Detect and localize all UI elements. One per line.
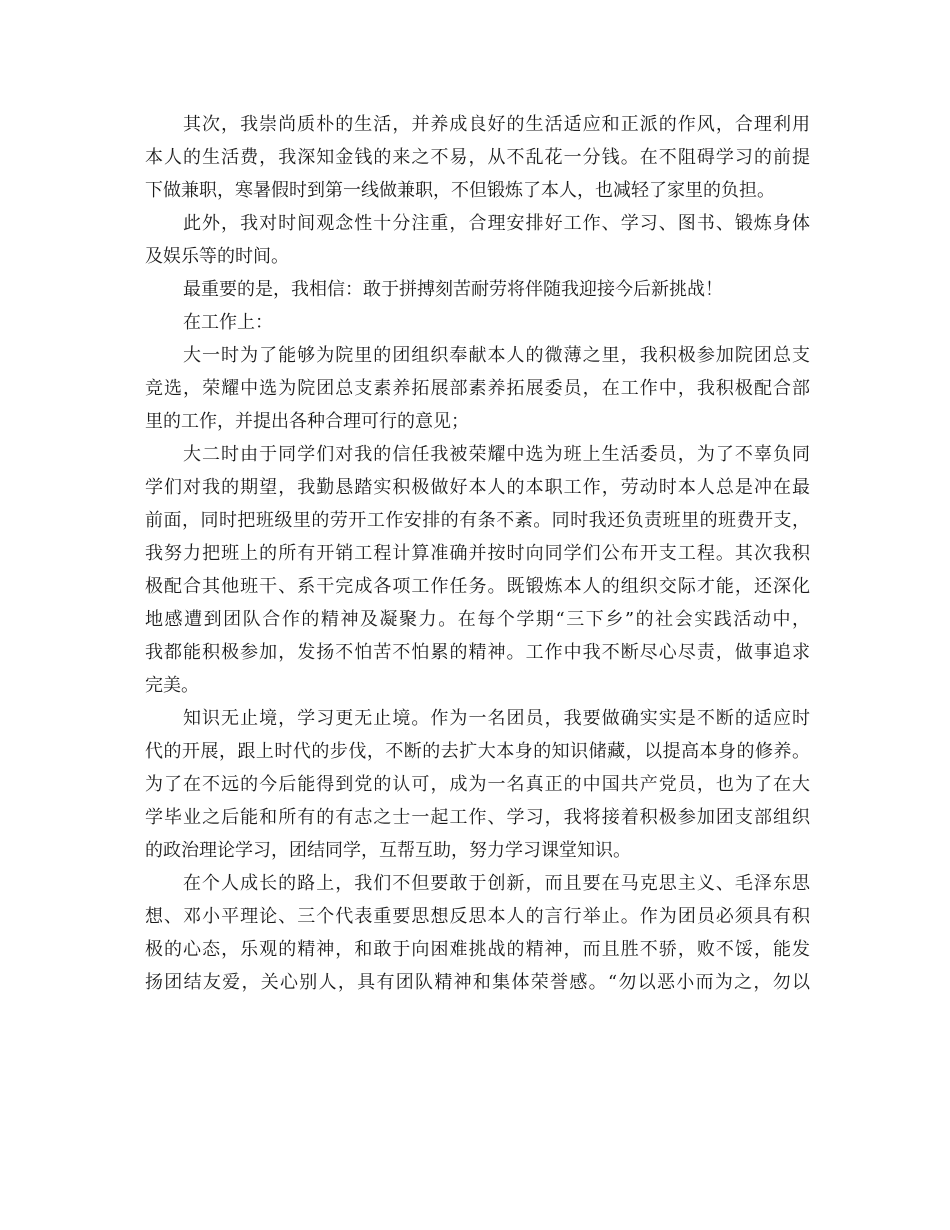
- text-line: 想、邓小平理论、三个代表重要思想反思本人的言行举止。作为团员必须具有积: [145, 906, 810, 927]
- text-line: 完美。: [145, 675, 199, 696]
- text-line: 知识无止境，学习更无止境。作为一名团员，我要做确实实是不断的适应时: [183, 708, 810, 729]
- text-line: 代的开展，跟上时代的步伐，不断的去扩大本身的知识储藏，以提高本身的修养。: [145, 741, 810, 762]
- text-line: 下做兼职，寒暑假时到第一线做兼职，不但锻炼了本人，也减轻了家里的负担。: [145, 180, 775, 201]
- text-line: 里的工作，并提出各种合理可行的意见；: [145, 411, 469, 432]
- text-line: 在个人成长的路上，我们不但要敢于创新，而且要在马克思主义、毛泽东思: [183, 873, 810, 894]
- text-line: 的政治理论学习，团结同学，互帮互助，努力学习课堂知识。: [145, 840, 631, 861]
- text-line: 扬团结友爱，关心别人，具有团队精神和集体荣誉感。“勿以恶小而为之，勿以: [145, 972, 810, 993]
- document-body: [145, 108, 810, 999]
- text-line: 学毕业之后能和所有的有志之士一起工作、学习，我将接着积极参加团支部组织: [145, 807, 810, 828]
- text-line: 竞选，荣耀中选为院团总支素养拓展部素养拓展委员，在工作中，我积极配合部: [145, 378, 810, 399]
- text-line: 极配合其他班干、系干完成各项工作任务。既锻炼本人的组织交际才能，还深化: [145, 576, 810, 597]
- text-line: 其次，我崇尚质朴的生活，并养成良好的生活适应和正派的作风，合理利用: [183, 114, 810, 135]
- text-line: 此外，我对时间观念性十分注重，合理安排好工作、学习、图书、锻炼身体: [183, 213, 810, 234]
- text-line: 我努力把班上的所有开销工程计算准确并按时向同学们公布开支工程。其次我积: [145, 543, 810, 564]
- text-line: 在工作上：: [183, 312, 273, 333]
- text-line: 为了在不远的今后能得到党的认可，成为一名真正的中国共产党员，也为了在大: [145, 774, 810, 795]
- text-line: 前面，同时把班级里的劳开工作安排的有条不紊。同时我还负责班里的班费开支，: [145, 510, 810, 531]
- text-line: 本人的生活费，我深知金钱的来之不易，从不乱花一分钱。在不阻碍学习的前提: [145, 147, 810, 168]
- text-line: 大二时由于同学们对我的信任我被荣耀中选为班上生活委员，为了不辜负同: [183, 444, 810, 465]
- text-line: 学们对我的期望，我勤恳踏实积极做好本人的本职工作，劳动时本人总是冲在最: [145, 477, 810, 498]
- text-line: 地感遭到团队合作的精神及凝聚力。在每个学期“三下乡”的社会实践活动中，: [145, 609, 810, 630]
- text-line: 大一时为了能够为院里的团组织奉献本人的微薄之里，我积极参加院团总支: [183, 345, 810, 366]
- text-line: 及娱乐等的时间。: [145, 246, 289, 267]
- text-line: 极的心态，乐观的精神，和敢于向困难挑战的精神，而且胜不骄，败不馁，能发: [145, 939, 810, 960]
- text-line: 最重要的是，我相信：敢于拼搏刻苦耐劳将伴随我迎接今后新挑战！: [183, 279, 723, 300]
- text-line: 我都能积极参加，发扬不怕苦不怕累的精神。工作中我不断尽心尽责，做事追求: [145, 642, 810, 663]
